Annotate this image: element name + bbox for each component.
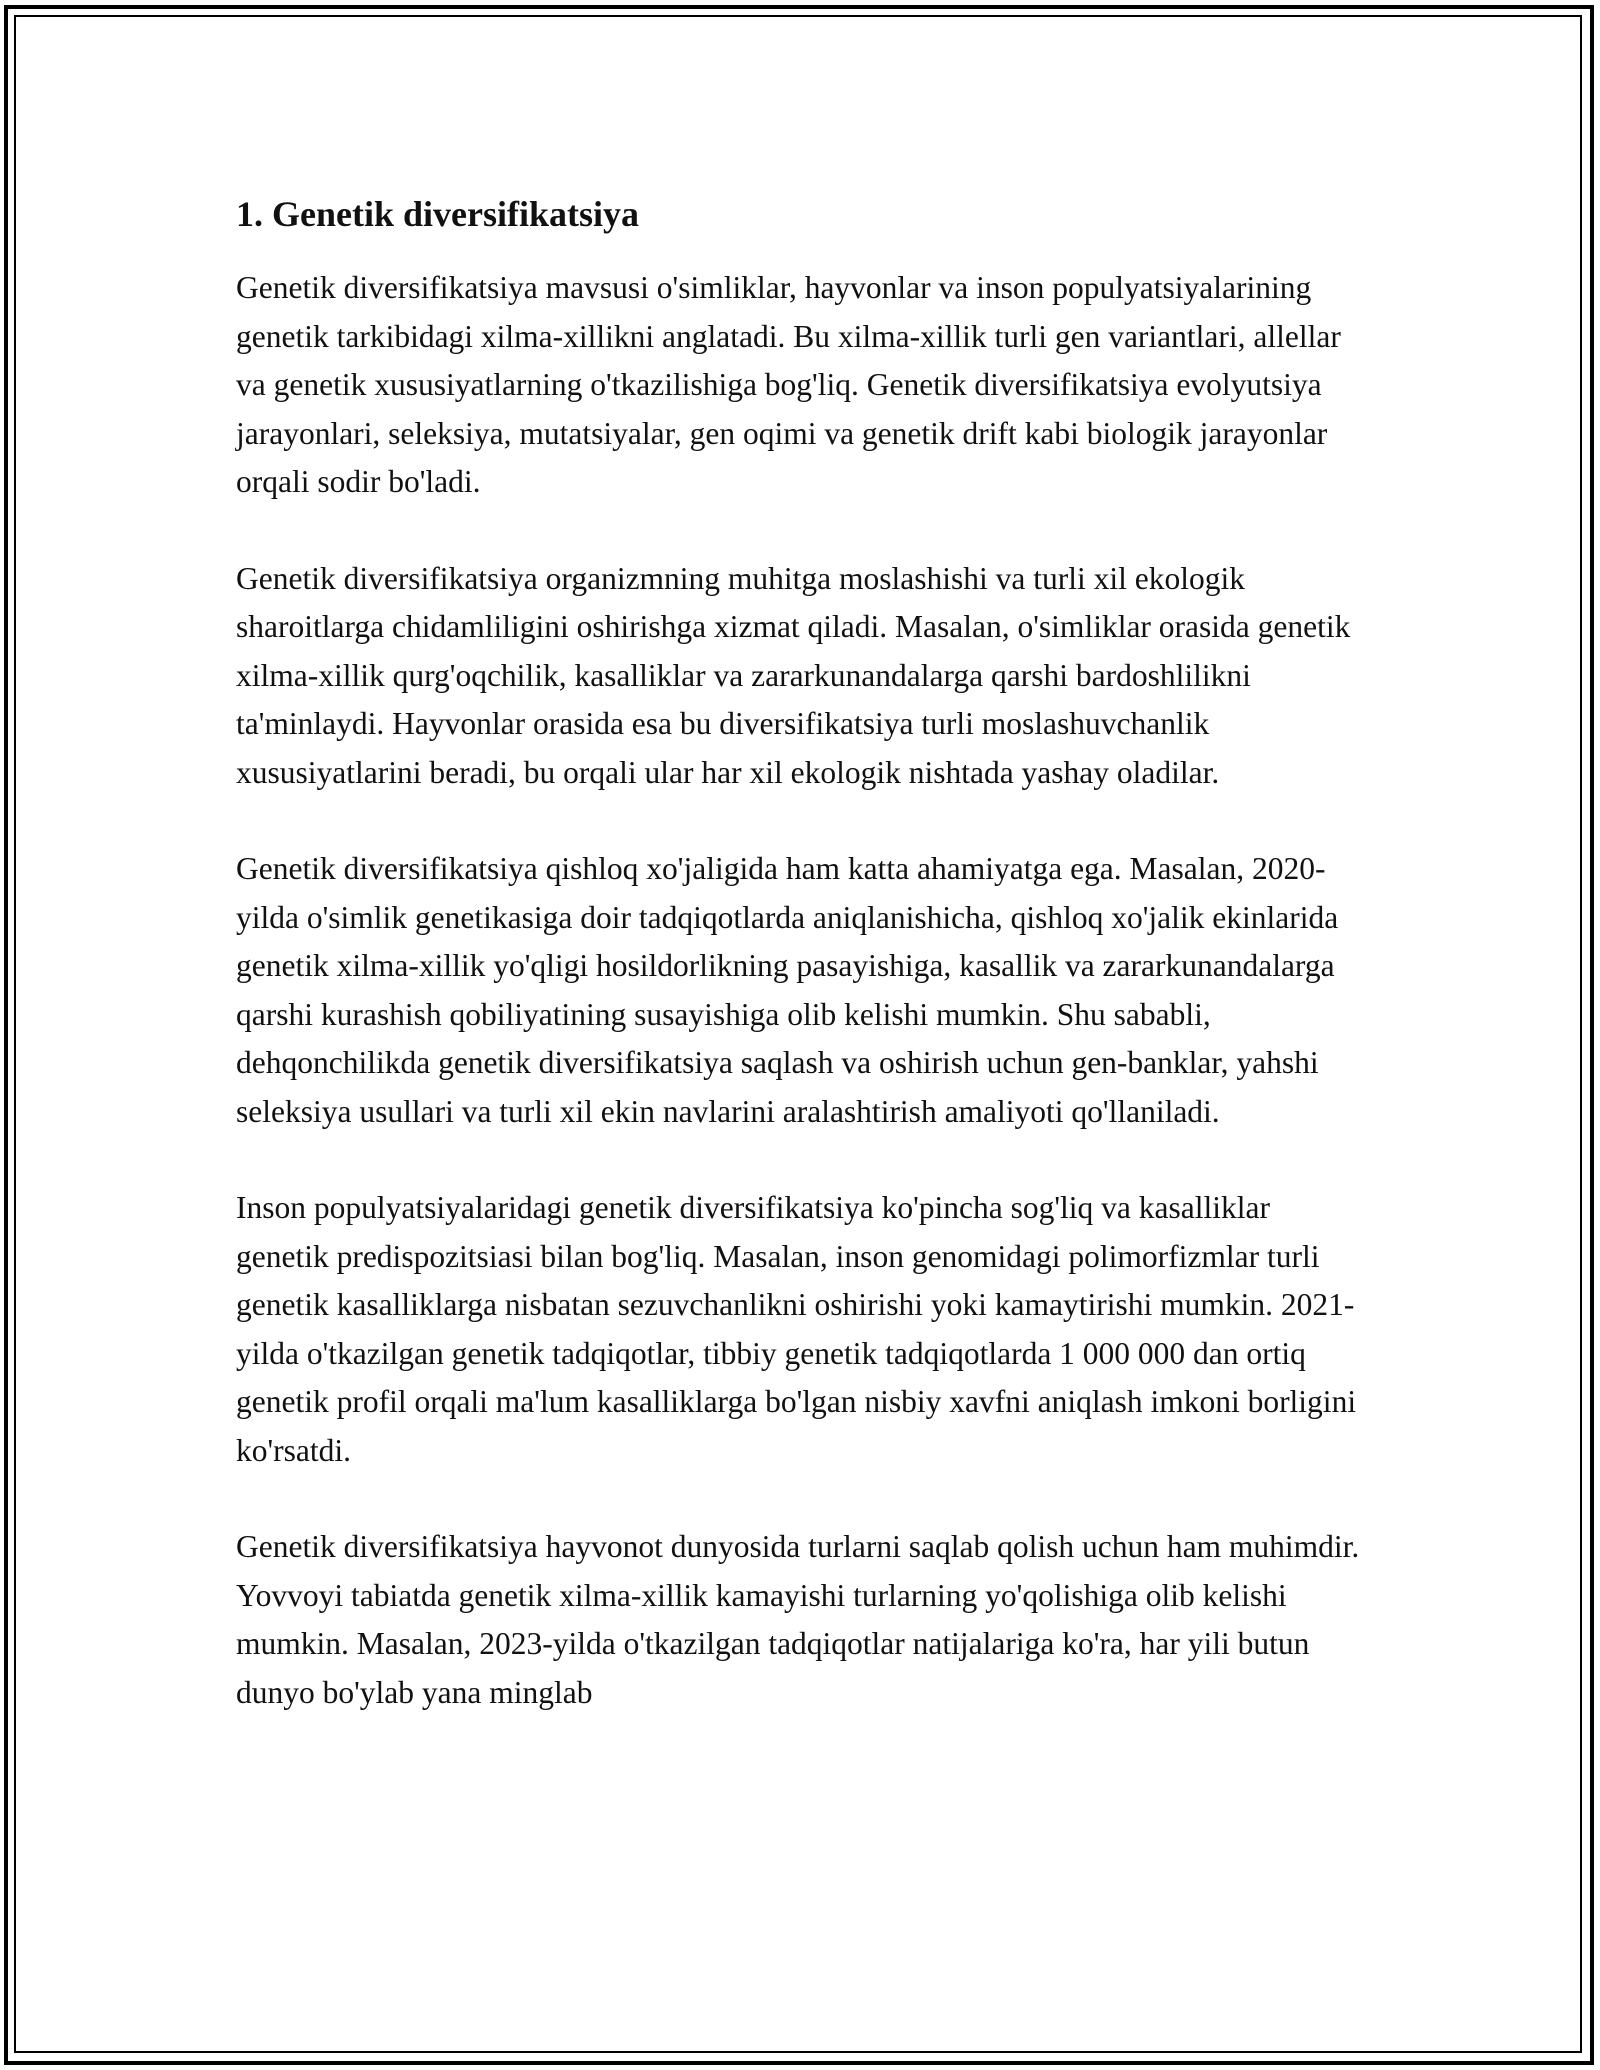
- paragraph-5: Genetik diversifikatsiya hayvonot dunyosida turlarni saqlab qolish uchun ham muhimdir. Yovvoyi tabiatda genetik xilma-xillik kamayishi turlarning yo'qolishiga olib kelishi mumkin. Masalan, 2023-yilda o'tkazilgan tadqiqotlar natijalariga ko'ra, har yili butun dunyo bo'ylab yana minglab: [236, 1529, 1360, 1710]
- section-heading: 1. Genetik diversifikatsiya: [236, 194, 639, 234]
- paragraph-3: Genetik diversifikatsiya qishloq xo'jaligida ham katta ahamiyatga ega. Masalan, 2020-yilda o'simlik genetikasiga doir tadqiqotlarda aniqlanishicha, qishloq xo'jalik ekinlarida genetik xilma-xillik yo'qligi hosildorlikning pasayishiga, kasallik va zararkunandalarga qarshi kurashish qobiliyatining susayishiga olib kelishi mumkin. Shu sababli, dehqonchilikda genetik diversifikatsiya saqlash va oshirish uchun gen-banklar, yahshi seleksiya usullari va turli xil ekin navlarini aralashtirish amaliyoti qo'llaniladi.: [236, 851, 1339, 1129]
- paragraph-2: Genetik diversifikatsiya organizmning muhitga moslashishi va turli xil ekologik sharoitlarga chidamliligini oshirishga xizmat qiladi. Masalan, o'simliklar orasida genetik xilma-xillik qurg'oqchilik, kasalliklar va zararkunandalarga qarshi bardoshlilikni ta'minlaydi. Hayvonlar orasida esa bu diversifikatsiya turli moslashuvchanlik xususiyatlarini beradi, bu orqali ular har xil ekologik nishtada yashay oladilar.: [236, 560, 1351, 790]
- paragraph-4: Inson populyatsiyalaridagi genetik diversifikatsiya ko'pincha sog'liq va kasalliklar genetik predispozitsiasi bilan bog'liq. Masalan, inson genomidagi polimorfizmlar turli genetik kasalliklarga nisbatan sezuvchanlikni oshirishi yoki kamaytirishi mumkin. 2021-yilda o'tkazilgan genetik tadqiqotlar, tibbiy genetik tadqiqotlarda 1 000 000 dan ortiq genetik profil orqali ma'lum kasalliklarga bo'lgan nisbiy xavfni aniqlash imkoni borligini ko'rsatdi.: [236, 1190, 1357, 1468]
- document-body: [236, 186, 1366, 1765]
- paragraph-1: Genetik diversifikatsiya mavsusi o'simliklar, hayvonlar va inson populyatsiyalarining genetik tarkibidagi xilma-xillikni anglatadi. Bu xilma-xillik turli gen variantlari, allellar va genetik xususiyatlarning o'tkazilishiga bog'liq. Genetik diversifikatsiya evolyutsiya jarayonlari, seleksiya, mutatsiyalar, gen oqimi va genetik drift kabi biologik jarayonlar orqali sodir bo'ladi.: [236, 270, 1341, 499]
